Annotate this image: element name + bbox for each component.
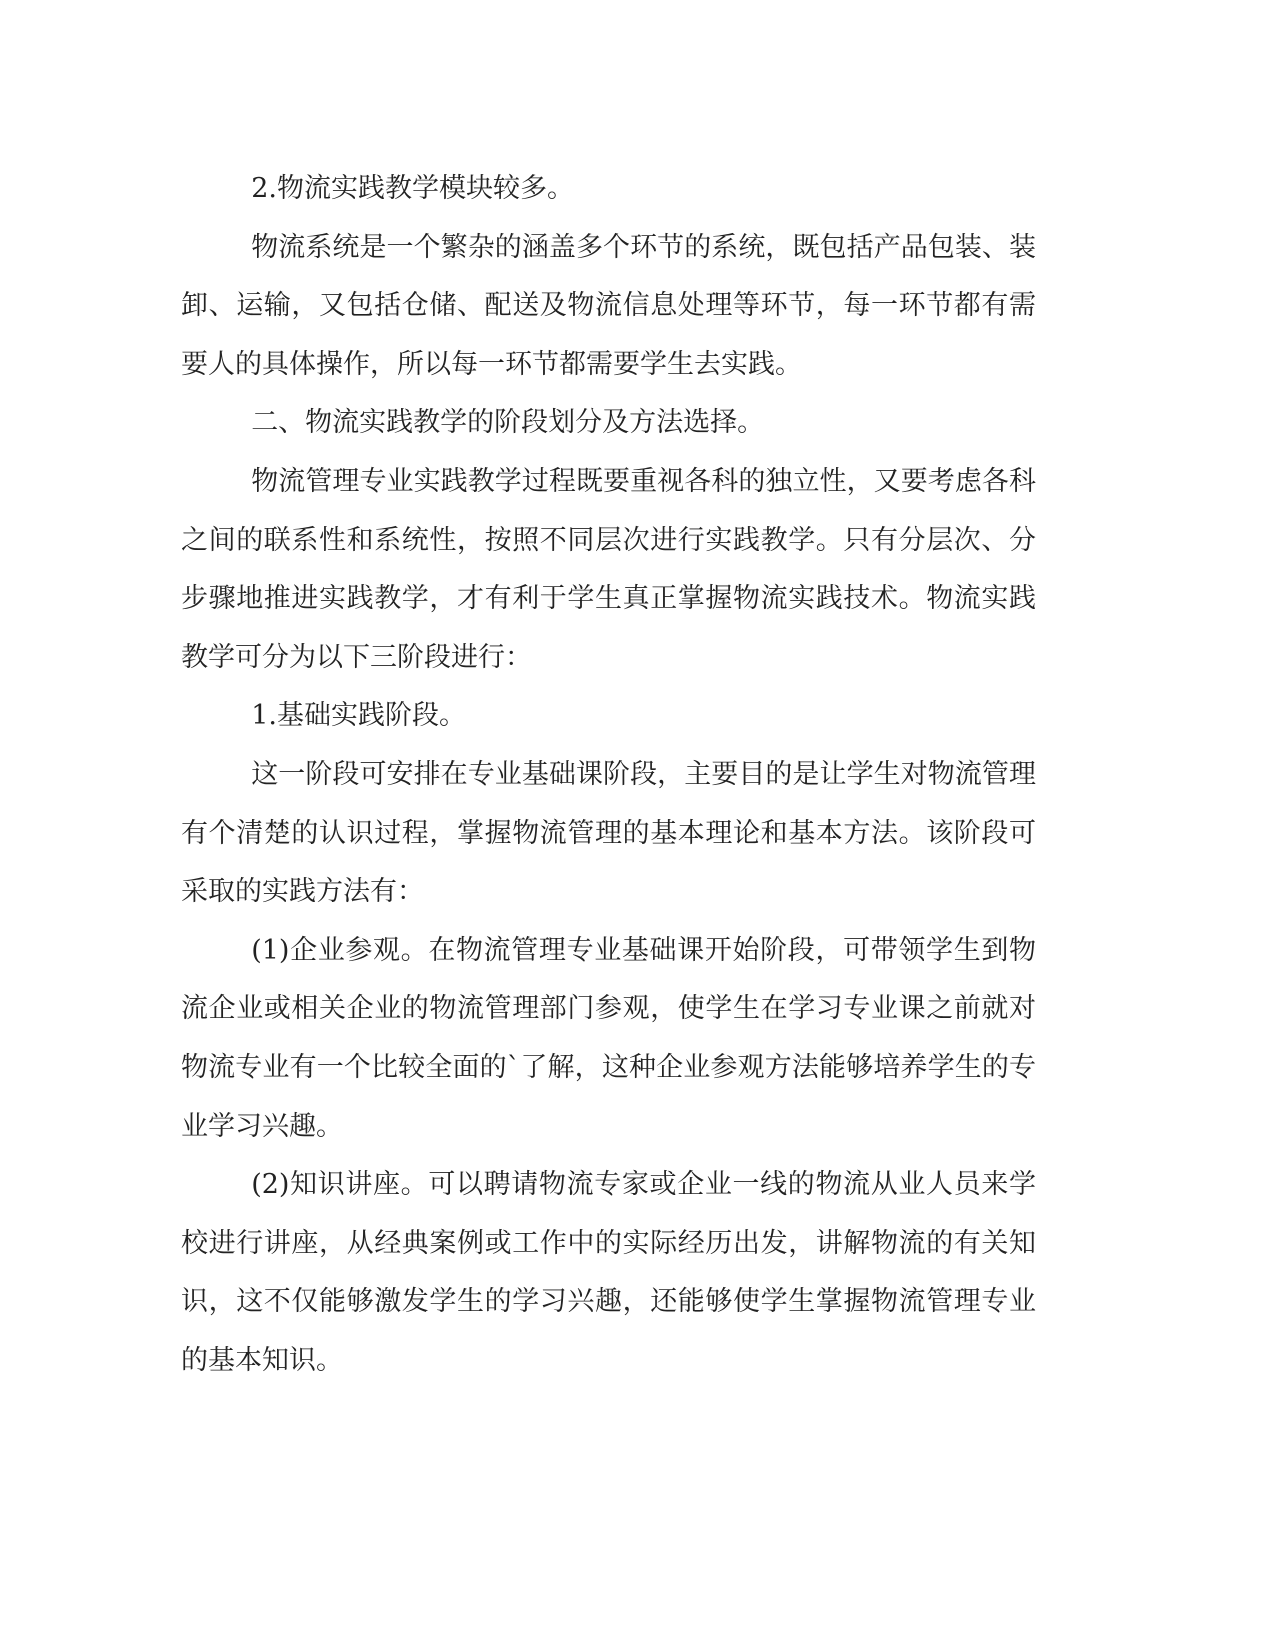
section-heading: 二、物流实践教学的阶段划分及方法选择。	[251, 407, 765, 439]
paragraph: 物流管理专业实践教学过程既要重视各科的独立性，又要考虑各科之间的联系性和系统性，按照不同层次进行实践教学。只有分层次、分步骤地推进实践教学，才有利于学生真正掌握物流实践技术。物流实践教学可分为以下三阶段进行：	[181, 465, 1036, 673]
paragraph-heading-2: 2.物流实践教学模块较多。	[251, 173, 574, 204]
document-body	[181, 160, 1036, 1390]
paragraph: (1)企业参观。在物流管理专业基础课开始阶段，可带领学生到物流企业或相关企业的物流管理部门参观，使学生在学习专业课之前就对物流专业有一个比较全面的`了解，这种企业参观方法能够培养学生的专业学习兴趣。	[181, 934, 1036, 1142]
paragraph: 物流系统是一个繁杂的涵盖多个环节的系统，既包括产品包装、装卸、运输，又包括仓储、配送及物流信息处理等环节，每一环节都有需要人的具体操作，所以每一环节都需要学生去实践。	[181, 231, 1036, 380]
paragraph: 这一阶段可安排在专业基础课阶段，主要目的是让学生对物流管理有个清楚的认识过程，掌握物流管理的基本理论和基本方法。该阶段可采取的实践方法有：	[181, 758, 1036, 908]
paragraph: (2)知识讲座。可以聘请物流专家或企业一线的物流从业人员来学校进行讲座，从经典案例或工作中的实际经历出发，讲解物流的有关知识，这不仅能够激发学生的学习兴趣，还能够使学生掌握物流管理专业的基本知识。	[181, 1169, 1036, 1376]
paragraph-heading-1: 1.基础实践阶段。	[251, 700, 466, 732]
